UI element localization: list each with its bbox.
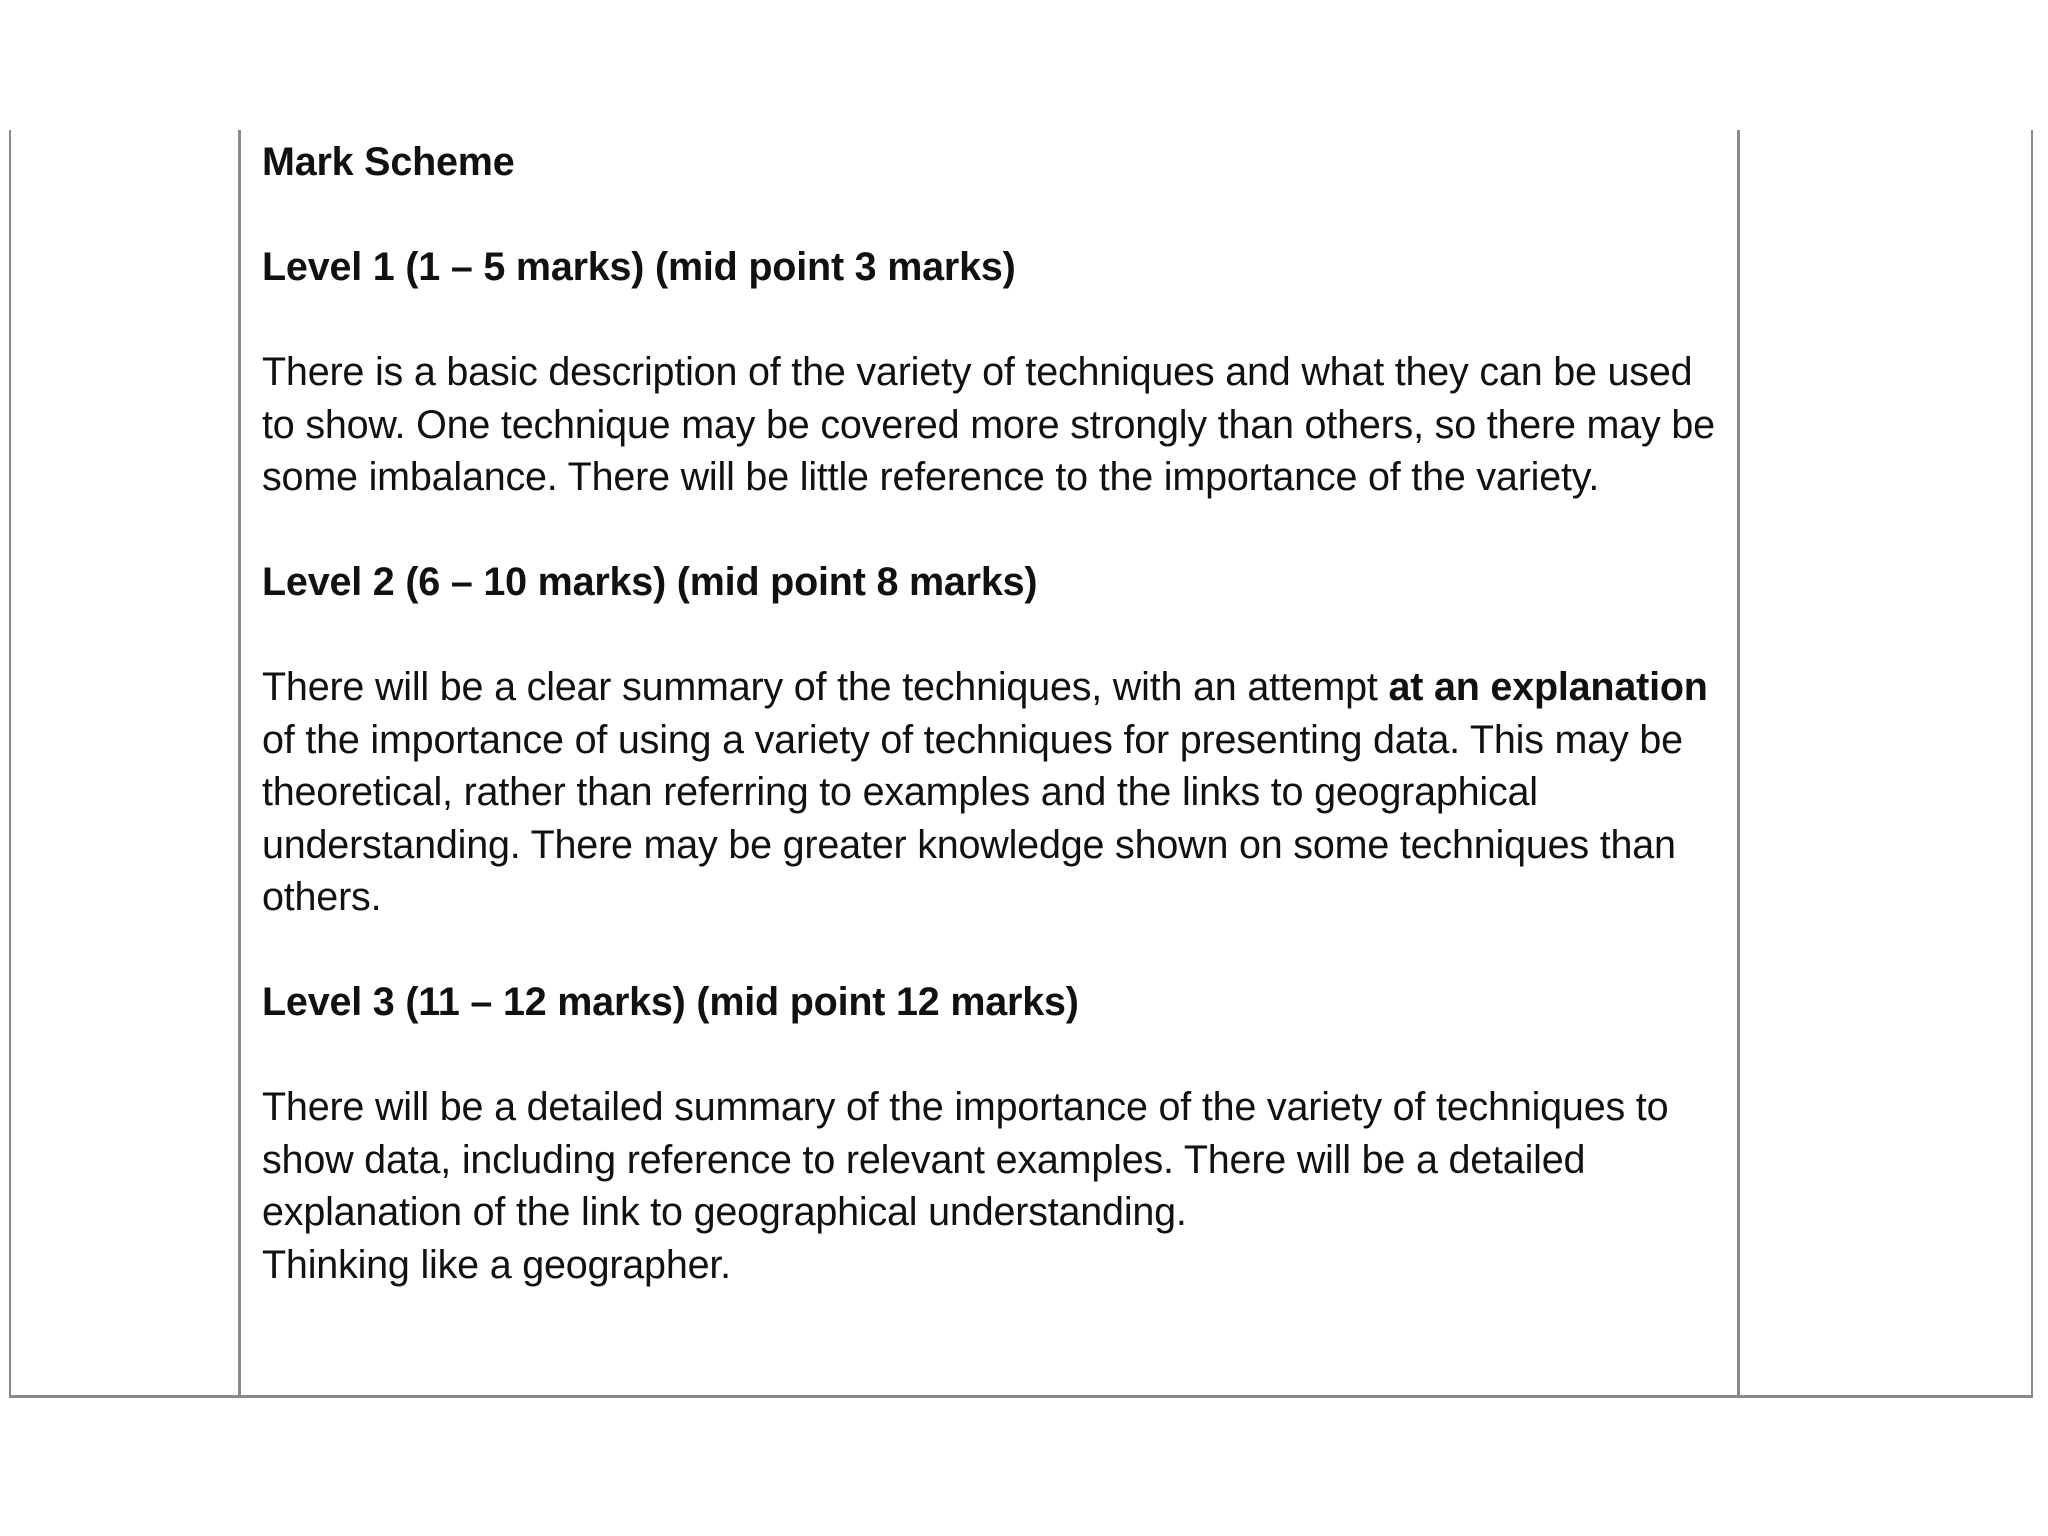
table-column-divider-left <box>238 130 241 1395</box>
level-3-description: There will be a detailed summary of the importance of the variety of techniques to show data, including reference to relevant examples. There will be a detailed explanation of the link to geographical understanding. <box>262 1085 1669 1234</box>
table-column-divider-right <box>1737 130 1740 1395</box>
mark-scheme-cell <box>262 136 1722 1291</box>
document-title: Mark Scheme <box>262 140 515 184</box>
level-3-closing: Thinking like a geographer. <box>262 1242 731 1287</box>
level-3-heading: Level 3 (11 – 12 marks) (mid point 12 marks) <box>262 980 1079 1024</box>
level-2-description-end: of the importance of using a variety of techniques for presenting data. This may be theoretical, rather than referring to examples and the links to geographical understanding. There may be greater knowledge shown on some techniques than others. <box>262 717 1683 919</box>
level-2-description <box>262 661 1722 924</box>
level-2-heading: Level 2 (6 – 10 marks) (mid point 8 marks) <box>262 560 1038 604</box>
level-1-heading: Level 1 (1 – 5 marks) (mid point 3 marks) <box>262 245 1016 289</box>
level-2-description-start: There will be a clear summary of the techniques, with an attempt <box>262 665 1389 709</box>
level-1-description: There is a basic description of the variety of techniques and what they can be used to show. One technique may be covered more strongly than others, so there may be some imbalance. There will be little reference to the importance of the variety. <box>262 350 1715 499</box>
level-2-description-emphasis: at an explanation <box>1388 665 1708 709</box>
